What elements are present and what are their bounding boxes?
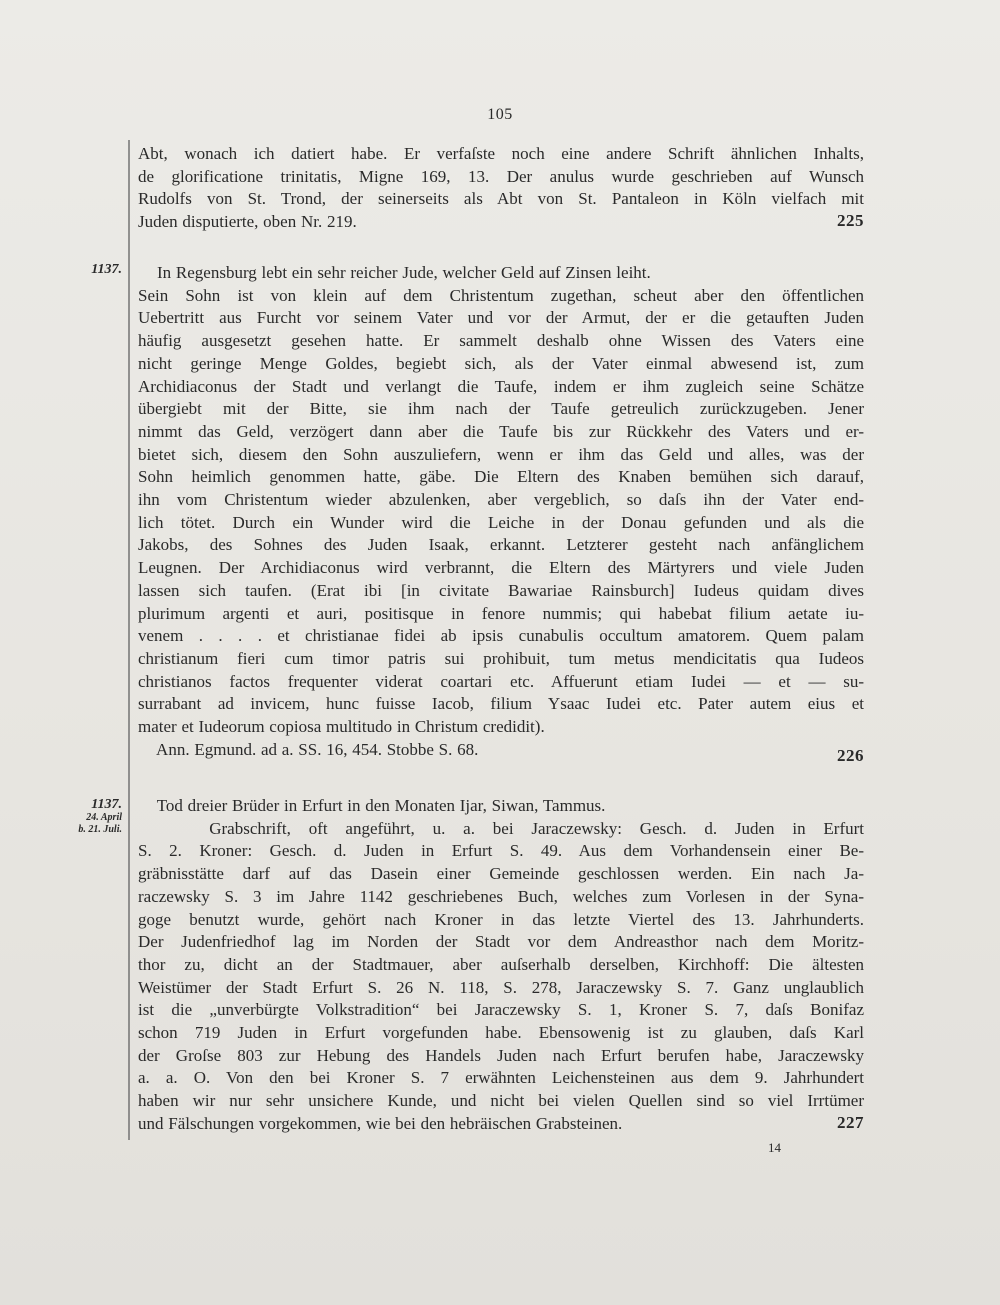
text-line: Juden disputierte, oben Nr. 219. (138, 212, 357, 232)
text-line: christianos factos frequenter viderat coartari etc. Affuerunt etiam Iudei — et — su- (138, 671, 864, 691)
text-line: Jakobs, des Sohnes des Juden Isaak, erkannt. Letzterer gesteht nach anfänglichem (138, 535, 864, 555)
text-line: bietet sich, diesem den Sohn auszuliefern, wenn er ihm das Geld und alles, was der (138, 444, 864, 464)
entry-number: 225 (837, 211, 864, 230)
text-line: haben wir nur sehr unsichere Kunde, und nicht bei vielen Quellen sind so viel Irrtümer (138, 1091, 864, 1111)
text-line: nimmt das Geld, verzögert dann aber die Taufe bis zur Rückkehr des Vaters und er- (138, 421, 864, 441)
text-line: gräbnisstätte darf auf das Dasein einer Gemeinde geschlossen werden. Ein nach Ja- (138, 864, 864, 884)
margin-year-text: 1137. (91, 262, 122, 277)
text-line: raczewsky S. 3 im Jahre 1142 geschriebenes Buch, welches zum Vorlesen in der Syna- (138, 886, 864, 906)
text-line: Der Judenfriedhof lag im Norden der Stadt vor dem Andreasthor nach dem Moritz- (138, 932, 864, 952)
text-line: und Fälschungen vorgekommen, wie bei den hebräischen Grabsteinen. (138, 1113, 623, 1133)
text-line: venem . . . . et christianae fidei ab ipsis cunabulis occultum amatorem. Quem palam (138, 626, 864, 646)
page-number: 105 (487, 106, 513, 123)
text-line: Tod dreier Brüder in Erfurt in den Monaten Ijar, Siwan, Tammus. (138, 796, 606, 815)
text-line: Leugnen. Der Archidiaconus wird verbrannt, die Eltern des Märtyrers und viele Juden (138, 558, 864, 578)
text-line: ist die „unverbürgte Volkstradition“ bei Jaraczewsky S. 1, Kroner S. 7, daſs Bonifaz (138, 1000, 864, 1020)
text-line: Weistümer der Stadt Erfurt S. 26 N. 118, S. 278, Jaraczewsky S. 7. Ganz unglaublich (138, 977, 864, 997)
text-line: lich tötet. Durch ein Wunder wird die Leiche in der Donau gefunden und als die (138, 512, 864, 532)
text-line: Archidiaconus der Stadt und verlangt die Taufe, indem er ihm zugleich seine Schätze (138, 376, 864, 396)
margin-date-text: b. 21. Juli. (78, 823, 122, 835)
signature-mark: 14 (768, 1140, 781, 1155)
margin-year (56, 262, 122, 277)
text-line: S. 2. Kroner: Gesch. d. Juden in Erfurt S. 49. Aus dem Vorhandensein einer Be- (138, 841, 864, 861)
text-line: thor zu, dicht an der Stadtmauer, aber auſserhalb derselben, Kirchhoff: Die ältesten (138, 954, 864, 974)
text-line: surrabant ad invicem, hunc fuisse Iacob, filium Ysaac Iudei etc. Pater autem eius et (138, 694, 864, 714)
text-line: nicht geringe Menge Goldes, begiebt sich, als der Vater einmal abwesend ist, zum (138, 353, 864, 373)
text-line: Sohn heimlich genommen hatte, gäbe. Die Eltern des Knaben bemühen sich darauf, (138, 467, 864, 487)
entry-225-text (138, 143, 864, 234)
entry-number: 227 (837, 1113, 864, 1132)
text-line: Grabschrift, oft angeführt, u. a. bei Jaraczewsky: Gesch. d. Juden in Erfurt (138, 818, 864, 838)
entry-227-text (138, 795, 864, 1136)
margin-date-text: 24. April (86, 812, 122, 824)
text-line: mater et Iudeorum copiosa multitudo in Christum credidit). (138, 717, 545, 737)
text-line: a. a. O. Von den bei Kroner S. 7 erwähnten Leichensteinen aus dem 9. Jahrhundert (138, 1068, 864, 1088)
text-line: christianum fieri cum timor patris sui prohibuit, tum metus mendicitatis qua Iudeos (138, 648, 864, 668)
text-line: schon 719 Juden in Erfurt vorgefunden habe. Ebensowenig ist zu glauben, daſs Karl (138, 1023, 864, 1043)
text-line: goge benutzt wurde, gehört nach Kroner in das letzte Viertel des 13. Jahrhunderts. (138, 909, 864, 929)
text-line: Rudolfs von St. Trond, der seinerseits als Abt von St. Pantaleon in Köln vielfach mit (138, 189, 864, 209)
text-line: ihn vom Christentum wieder abzulenken, aber vergeblich, so daſs ihn der Vater end- (138, 490, 864, 510)
text-line: de glorificatione trinitatis, Migne 169, 13. Der anulus wurde geschrieben auf Wunsch (138, 166, 864, 186)
text-line: übergiebt mit der Bitte, sie ihm nach der Taufe getreulich zurückzugeben. Jener (138, 399, 864, 419)
text-line: der Groſse 803 zur Hebung des Handels Juden nach Erfurt berufen habe, Jaraczewsky (138, 1045, 864, 1065)
source-line: Ann. Egmund. ad a. SS. 16, 454. Stobbe S. 68. (138, 739, 479, 759)
text-line: plurimum argenti et auri, positisque in fenore nummis; qui habebat filium aetate iu- (138, 603, 864, 623)
margin-year-text: 1137. (91, 797, 122, 812)
text-line: In Regensburg lebt ein sehr reicher Jude, welcher Geld auf Zinsen leiht. (138, 263, 651, 282)
text-line: Uebertritt aus Furcht vor seinem Vater und vor der Armut, der er die getauften Juden (138, 308, 864, 328)
text-line: häufig ausgesetzt gesehen hatte. Er sammelt deshalb ohne Wissen des Vaters eine (138, 331, 864, 351)
text-line: Sein Sohn ist von klein auf dem Christentum zugethan, scheut aber den öffentlichen (138, 285, 864, 305)
entry-226-text (138, 262, 864, 761)
text-line: lassen sich taufen. (Erat ibi [in civitate Bawariae Rainsburch] Iudeus quidam dives (138, 580, 864, 600)
margin-rule (128, 140, 130, 1140)
entry-number: 226 (837, 746, 864, 765)
text-line: Abt, wonach ich datiert habe. Er verfaſste noch eine andere Schrift ähnlichen Inhalts, (138, 144, 864, 163)
margin-date (56, 797, 122, 835)
